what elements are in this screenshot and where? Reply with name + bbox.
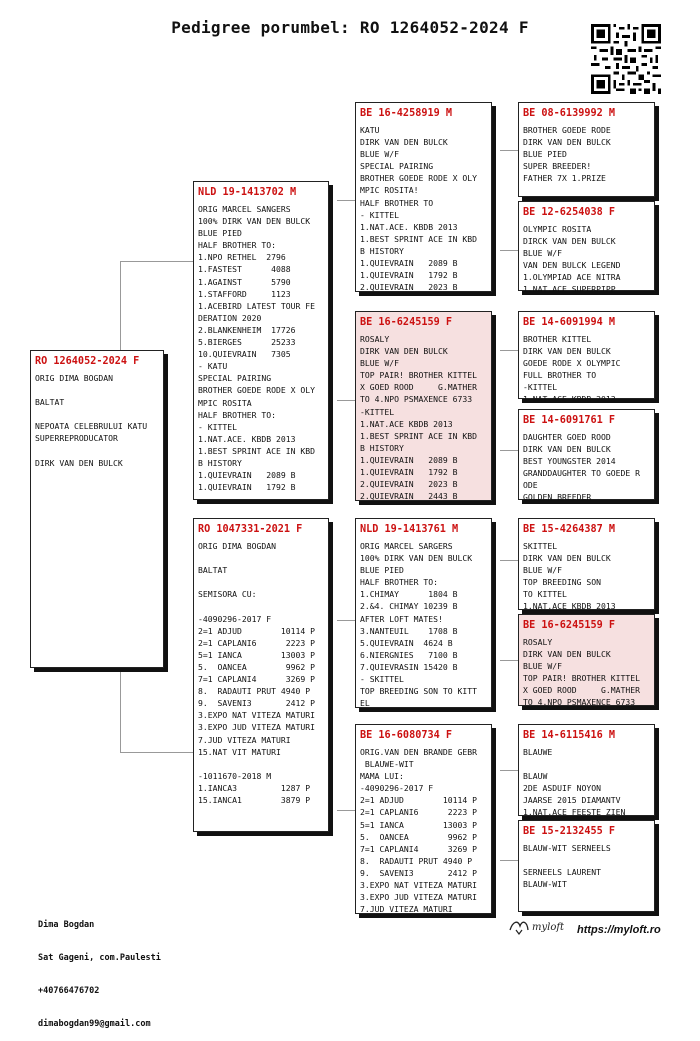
- connector-line: [337, 400, 355, 401]
- card-details: OLYMPIC ROSITA DIRCK VAN DEN BULCK BLUE W/F VAN DEN BULCK LEGEND 1.OLYMPIAD ACE NITRA 1.NAT.ACE SUPERPIPP: [523, 224, 621, 295]
- card-details: BLAUWE BLAUW 2DE ASDUIF NOYON JAARSE 2015 DIAMANTV 1.NAT.ACE FEESTE ZIEN: [523, 747, 626, 818]
- connector-line: [337, 810, 355, 811]
- card-details: BROTHER KITTEL DIRK VAN DEN BULCK GOEDE RODE X OLYMPIC FULL BROTHER TO -KITTEL 1.NAT.ACE KBDB 2013: [523, 334, 621, 405]
- card-details: SKITTEL DIRK VAN DEN BULCK BLUE W/F TOP BREEDING SON TO KITTEL 1.NAT.ACE KBDB 2013: [523, 541, 616, 612]
- card-details: ORIG.VAN DEN BRANDE GEBR BLAUWE-WIT MAMA LUI: -4090296-2017 F 2=1 ADJUD 10114 P 2=1 CAPLANI6 2223 P 5=1 IANCA 13003 P 5. OANCEA 9962 P 7=1 CAPLANI4 3269 P 8. RADAUTI PRUT 4940 P 9. SAVENI3 2412 P 3.EXPO NAT VITEZA MATURI 3.EXPO JUD VITEZA MATURI 7.JUD VITEZA MATURI: [360, 747, 477, 915]
- connector-line: [500, 350, 518, 351]
- ring-number: BE 16-6245159 F: [523, 620, 616, 631]
- pedigree-card-sd-sire[interactable]: [518, 311, 655, 405]
- website-link[interactable]: https://myloft.ro: [577, 924, 661, 936]
- card-details: ORIG MARCEL SANGERS 100% DIRK VAN DEN BULCK BLUE PIED HALF BROTHER TO: 1.NPO RETHEL 2796 1.FASTEST 4088 1.AGAINST 5790 1.STAFFORD 1123 1.ACEBIRD LATEST TOUR FE DERATION 2020 2.BLANKENHEIM 17726 5.BIERGES 25233 10.QUIEVRAIN 7305 - KATU SPECIAL PAIRING BROTHER GOEDE RODE X OLY MPIC ROSITA HALF BROTHER TO: - KITTEL 1.NAT.ACE. KBDB 2013 1.BEST SPRINT ACE IN KBD B HISTORY 1.QUIEVRAIN 2089 B 1.QUIEVRAIN 1792 B: [198, 204, 315, 493]
- ring-number: BE 12-6254038 F: [523, 207, 616, 218]
- card-details: ORIG DIMA BOGDAN BALTAT NEPOATA CELEBRULUI KATU SUPERREPRODUCATOR DIRK VAN DEN BULCK: [35, 373, 148, 468]
- owner-address: Sat Gageni, com.Paulesti: [38, 953, 161, 963]
- connector-line: [500, 250, 518, 251]
- pedigree-card-sire-sire[interactable]: [355, 102, 492, 292]
- pedigree-card-dd-dam[interactable]: [518, 820, 655, 912]
- pedigree-card-ss-sire[interactable]: [518, 102, 655, 197]
- ring-number: RO 1047331-2021 F: [198, 524, 303, 535]
- connector-line: [500, 860, 518, 861]
- pedigree-card-ds-sire[interactable]: [518, 518, 655, 610]
- logo-text: myloft: [532, 921, 565, 933]
- card-details: ORIG DIMA BOGDAN BALTAT SEMISORA CU: -4090296-2017 F 2=1 ADJUD 10114 P 2=1 CAPLANI6 2223 P 5=1 IANCA 13003 P 5. OANCEA 9962 P 7=1 CAPLANI4 3269 P 8. RADAUTI PRUT 4940 P 9. SAVENI3 2412 P 3.EXPO NAT VITEZA MATURI 3.EXPO JUD VITEZA MATURI 7.JUD VITEZA MATURI 15.NAT VIT MATURI -1011670-2018 M 1.IANCA3 1287 P 15.IANCA1 3879 P: [198, 541, 315, 805]
- ring-number: BE 15-4264387 M: [523, 524, 616, 535]
- pedigree-card-dam-sire[interactable]: [355, 518, 492, 708]
- ring-number: BE 15-2132455 F: [523, 826, 616, 837]
- ring-number: BE 14-6091994 M: [523, 317, 616, 328]
- pedigree-card-sire-dam[interactable]: [355, 311, 492, 501]
- connector-line: [500, 150, 518, 151]
- pedigree-card-dam[interactable]: [193, 518, 329, 832]
- card-details: KATU DIRK VAN DEN BULCK BLUE W/F SPECIAL PAIRING BROTHER GOEDE RODE X OLY MPIC ROSITA! HALF BROTHER TO - KITTEL 1.NAT.ACE. KBDB 2013 1.BEST SPRINT ACE IN KBD B HISTORY 1.QUIEVRAIN 2089 B 1.QUIEVRAIN 1792 B 2.QUIEVRAIN 2023 B: [360, 125, 477, 293]
- connector-line: [500, 450, 518, 451]
- pedigree-card-ss-dam[interactable]: [518, 201, 655, 295]
- connector-line: [500, 560, 518, 561]
- pedigree-card-sire[interactable]: [193, 181, 329, 500]
- ring-number: BE 14-6091761 F: [523, 415, 616, 426]
- myloft-logo-icon: [508, 918, 530, 936]
- connector-line: [120, 261, 193, 262]
- pedigree-card-dam-dam[interactable]: [355, 724, 492, 914]
- card-details: ORIG MARCEL SARGERS 100% DIRK VAN DEN BULCK BLUE PIED HALF BROTHER TO: 1.CHIMAY 1804 B 2.&4. CHIMAY 10239 B AFTER LOFT MATES! 3.NANTEUIL 1708 B 5.QUIEVRAIN 4624 B 6.NIERGNIES 7100 B 7.QUIEVRASIN 15420 B - SKITTEL TOP BREEDING SON TO KITT EL: [360, 541, 477, 709]
- pedigree-card-subject[interactable]: [30, 350, 164, 668]
- connector-line: [500, 770, 518, 771]
- ring-number: BE 08-6139992 M: [523, 108, 616, 119]
- connector-line: [500, 660, 518, 661]
- connector-line: [337, 620, 355, 621]
- card-details: ROSALY DIRK VAN DEN BULCK BLUE W/F TOP PAIR! BROTHER KITTEL X GOED ROOD G.MATHER TO 4.NPO PSMAXENCE 6733: [523, 637, 640, 708]
- owner-name: Dima Bogdan: [38, 920, 95, 930]
- ring-number: BE 14-6115416 M: [523, 730, 616, 741]
- page-title: Pedigree porumbel: RO 1264052-2024 F: [171, 18, 529, 37]
- connector-line: [120, 752, 193, 753]
- ring-number: BE 16-6080734 F: [360, 730, 453, 741]
- owner-phone: +40766476702: [38, 986, 100, 996]
- pedigree-card-sd-dam[interactable]: [518, 409, 655, 503]
- connector-line: [120, 666, 121, 752]
- card-details: ROSALY DIRK VAN DEN BULCK BLUE W/F TOP PAIR! BROTHER KITTEL X GOED ROOD G.MATHER TO 4.NPO PSMAXENCE 6733 -KITTEL 1.NAT.ACE KBDB 2013 1.BEST SPRINT ACE IN KBD B HISTORY 1.QUIEVRAIN 2089 B 1.QUIEVRAIN 1792 B 2.QUIEVRAIN 2023 B 2.QUIEVRAIN 2443 B: [360, 334, 477, 502]
- myloft-logo: [508, 918, 564, 936]
- owner-info: [38, 898, 161, 1041]
- ring-number: NLD 19-1413761 M: [360, 524, 459, 535]
- card-details: DAUGHTER GOED ROOD DIRK VAN DEN BULCK BEST YOUNGSTER 2014 GRANDDAUGHTER TO GOEDE R ODE GOLDEN BREEDER: [523, 432, 640, 503]
- card-details: BROTHER GOEDE RODE DIRK VAN DEN BULCK BLUE PIED SUPER BREEDER! FATHER 7X 1.PRIZE: [523, 125, 611, 184]
- qr-code-icon: [591, 24, 661, 94]
- ring-number: BE 16-6245159 F: [360, 317, 453, 328]
- connector-line: [337, 200, 355, 201]
- pedigree-card-ds-dam[interactable]: [518, 614, 655, 706]
- owner-email[interactable]: dimabogdan99@gmail.com: [38, 1019, 151, 1029]
- card-details: BLAUW-WIT SERNEELS SERNEELS LAURENT BLAUW-WIT: [523, 843, 611, 890]
- pedigree-card-dd-sire[interactable]: [518, 724, 655, 816]
- ring-number: RO 1264052-2024 F: [35, 356, 140, 367]
- ring-number: BE 16-4258919 M: [360, 108, 453, 119]
- connector-line: [120, 261, 121, 354]
- ring-number: NLD 19-1413702 M: [198, 187, 297, 198]
